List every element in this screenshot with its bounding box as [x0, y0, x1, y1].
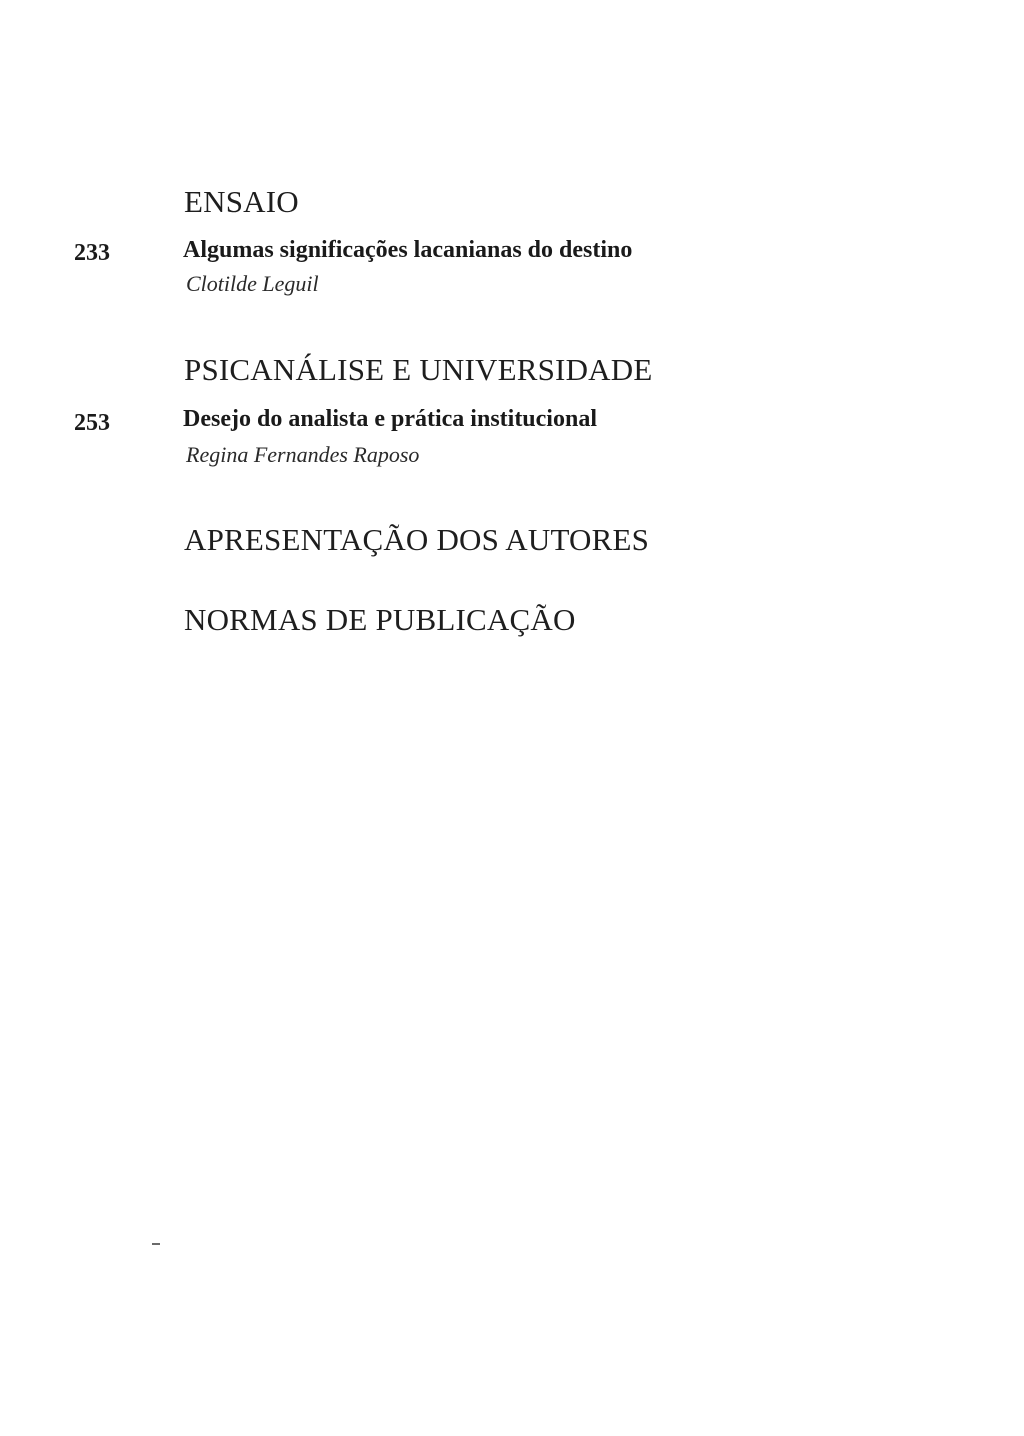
entry-author: Clotilde Leguil	[186, 271, 319, 296]
entry-title: Desejo do analista e prática institucional	[183, 406, 597, 432]
entry-page-number: 253	[74, 410, 110, 436]
section-heading-ensaio: ENSAIO	[184, 184, 299, 219]
entry-author: Regina Fernandes Raposo	[186, 442, 420, 467]
section-heading-normas-de-publicacao: NORMAS DE PUBLICAÇÃO	[184, 602, 576, 637]
scan-speck	[152, 1243, 160, 1245]
section-heading-psicanalise-e-universidade: PSICANÁLISE E UNIVERSIDADE	[184, 352, 653, 387]
entry-title: Algumas significações lacanianas do destino	[183, 237, 633, 263]
entry-page-number: 233	[74, 240, 110, 266]
section-heading-apresentacao-dos-autores: APRESENTAÇÃO DOS AUTORES	[184, 522, 650, 557]
